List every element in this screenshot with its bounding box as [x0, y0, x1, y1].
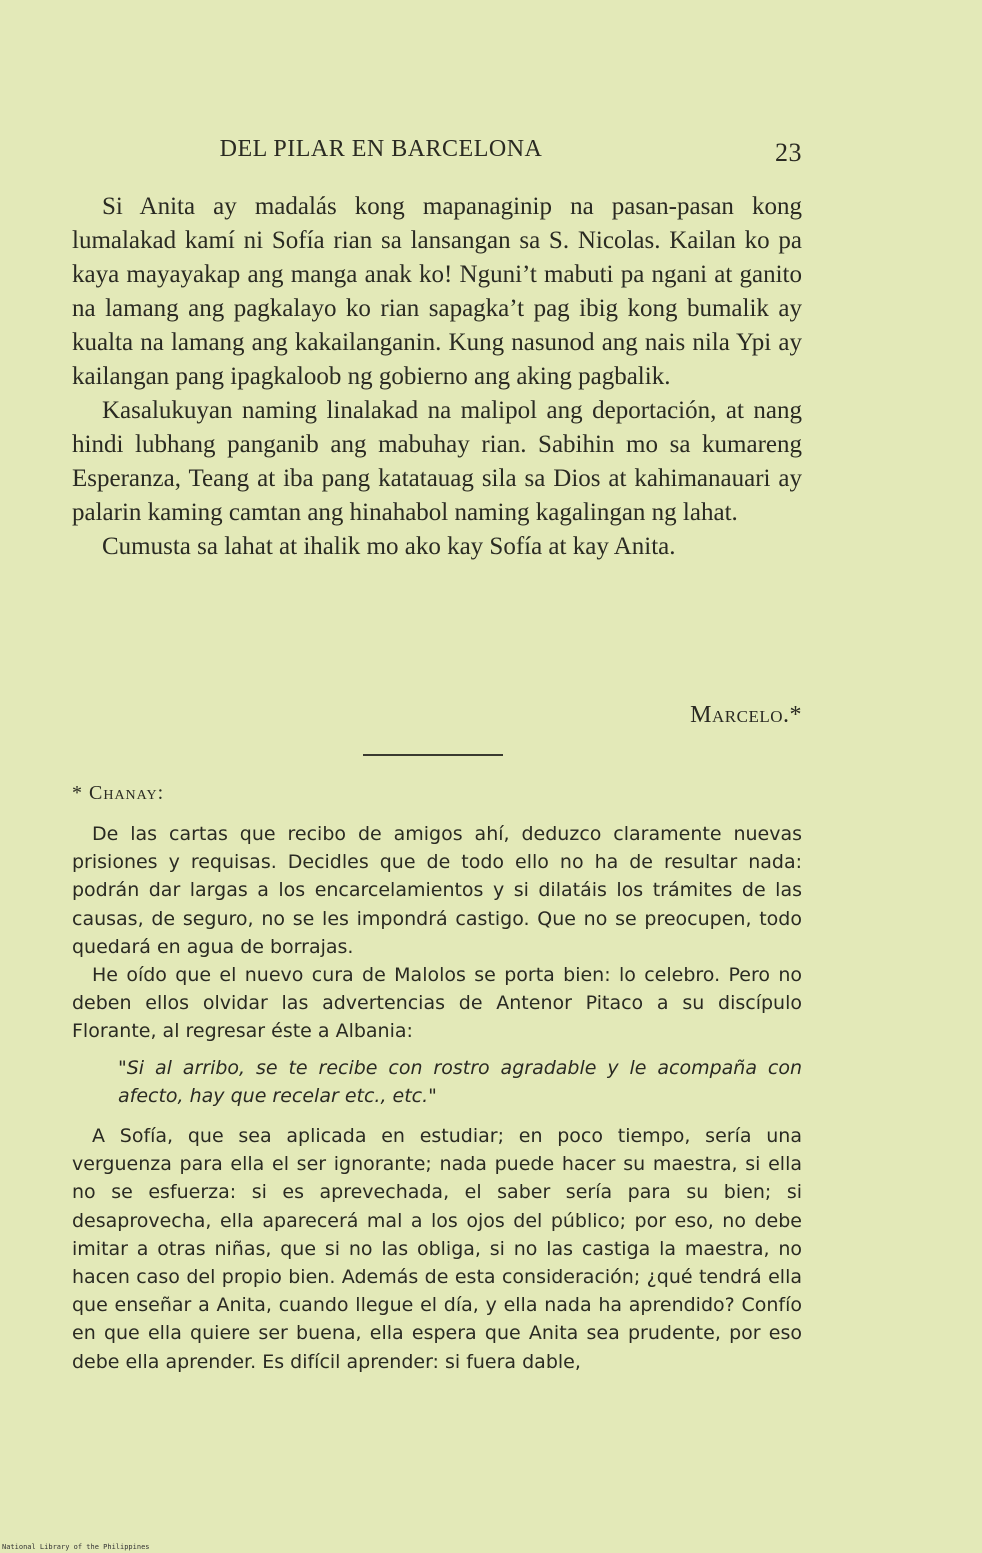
- footnote-paragraph: De las cartas que recibo de amigos ahí, deduzco claramente nuevas prisiones y requisas. Decidles que de todo ello no ha de resultar nada: podrán dar largas a los encarcelamientos y si dilatáis los trámites de las causas, de seguro, no se les impondrá castigo. Que no se preocupen, todo quedará en agua de borrajas.: [72, 823, 802, 958]
- footnote-paragraph: A Sofía, que sea aplicada en estudiar; en poco tiempo, sería una verguenza para ella el ser ignorante; nada puede hacer su maestra, si ella no se esfuerza: si es aprevechada, el saber sería para su bien; si desaprovecha, ella aparecerá mal a los ojos del público; por eso, no debe imitar a otras niñas, que si no las obliga, si no las castiga la maestra, no hacen caso del propio bien. Además de esta consideración; ¿qué tendrá ella que enseñar a Anita, cuando llegue el día, y ella nada ha aprendido? Confío en que ella quiere ser buena, ella espera que Anita sea prudente, por eso debe ella aprender. Es difícil aprender: si fuera dable,: [72, 1125, 802, 1373]
- main-paragraph: Cumusta sa lahat at ihalik mo ako kay Sofía at kay Anita.: [102, 533, 676, 560]
- page-number: 23: [775, 138, 802, 167]
- running-head-title: DEL PILAR EN BARCELONA: [219, 136, 543, 162]
- footnote-paragraph: He oído que el nuevo cura de Malolos se porta bien: lo celebro. Pero no deben ellos olvidar las advertencias de Antenor Pitaco a su discípulo Florante, al regresar éste a Albania:: [72, 964, 802, 1043]
- footnote-text: [72, 820, 802, 1376]
- library-colophon: National Library of the Philippines: [2, 1543, 150, 1551]
- main-text: [72, 190, 802, 564]
- main-paragraph: Si Anita ay madalás kong mapanaginip na pasan-pasan kong lumalakad kamí ni Sofía rian sa lansangan sa S. Nicolas. Kailan ko pa kaya mayayakap ang manga anak ko! Nguni’t mabuti pa ngani at ganito na lamang ang pagkalayo ko rian sapagka’t pag ibig kong bumalik ay kualta na lamang ang kakailanganin. Kung nasunod ang nais nila Ypi ay kailangan pang ipagkaloob ng gobierno ang aking pagbalik.: [72, 193, 802, 390]
- signature: Marcelo.*: [690, 702, 802, 728]
- section-divider: [363, 754, 503, 756]
- footnote-label: * Chanay:: [72, 782, 165, 804]
- main-paragraph: Kasalukuyan naming linalakad na malipol ang deportación, at nang hindi lubhang panganib ang mabuhay rian. Sabihin mo sa kumareng Esperanza, Teang at iba pang katatauag sila sa Dios at kahimanauari ay palarin kaming camtan ang hinahabol naming kagalingan ng lahat.: [72, 397, 802, 526]
- footnote-quote: "Si al arribo, se te recibe con rostro agradable y le acompaña con afecto, hay que recelar etc., etc.": [118, 1056, 802, 1107]
- running-head: [72, 136, 802, 170]
